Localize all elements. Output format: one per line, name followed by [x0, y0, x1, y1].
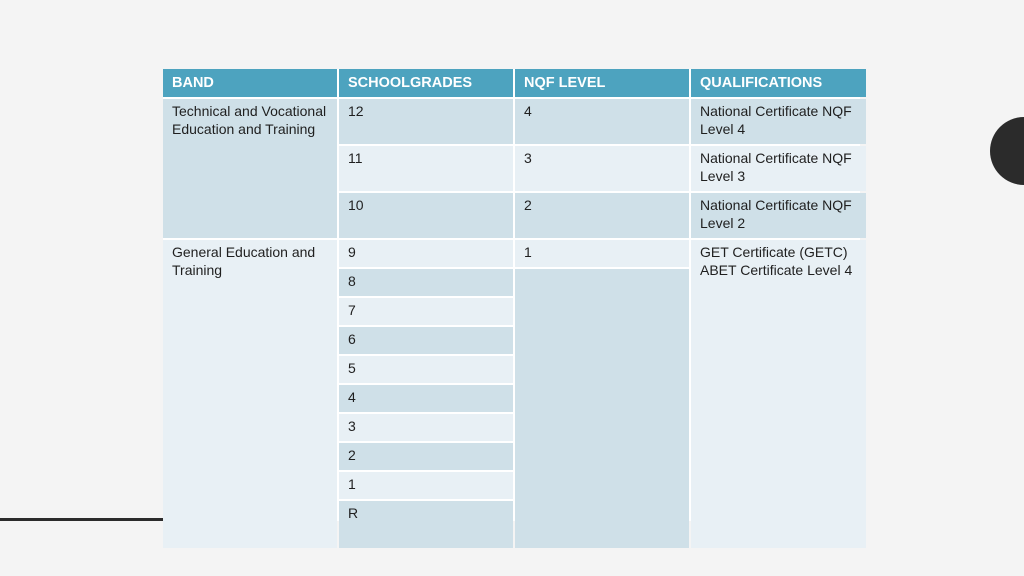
- grade-cell: 12: [339, 99, 513, 144]
- grade-cell: 9: [339, 240, 513, 267]
- header-nqf-level: NQF LEVEL: [515, 69, 689, 97]
- grade-cell: 1: [339, 472, 513, 499]
- qualification-cell: National Certificate NQF Level 3: [691, 146, 866, 191]
- nqf-cell-empty: [515, 269, 689, 548]
- decorative-circle: [990, 117, 1024, 185]
- grade-cell: R: [339, 501, 513, 548]
- nqf-cell: 2: [515, 193, 689, 238]
- grade-cell: 2: [339, 443, 513, 470]
- grade-cell: 3: [339, 414, 513, 441]
- band-cell-tvet: Technical and Vocational Education and Training: [163, 99, 337, 238]
- qualification-cell: National Certificate NQF Level 2: [691, 193, 866, 238]
- grade-cell: 4: [339, 385, 513, 412]
- header-band: BAND: [163, 69, 337, 97]
- grade-cell: 7: [339, 298, 513, 325]
- grade-cell: 5: [339, 356, 513, 383]
- slide-divider-line: [0, 518, 163, 521]
- nqf-table: [163, 69, 860, 521]
- nqf-cell: 4: [515, 99, 689, 144]
- nqf-cell: 1: [515, 240, 689, 267]
- nqf-cell: 3: [515, 146, 689, 191]
- grade-cell: 8: [339, 269, 513, 296]
- header-schoolgrades: SCHOOLGRADES: [339, 69, 513, 97]
- header-qualifications: QUALIFICATIONS: [691, 69, 866, 97]
- band-cell-get: General Education and Training: [163, 240, 337, 548]
- grade-cell: 10: [339, 193, 513, 238]
- grade-cell: 6: [339, 327, 513, 354]
- qualification-cell-get: GET Certificate (GETC) ABET Certificate Level 4: [691, 240, 866, 548]
- grade-cell: 11: [339, 146, 513, 191]
- qualification-cell: National Certificate NQF Level 4: [691, 99, 866, 144]
